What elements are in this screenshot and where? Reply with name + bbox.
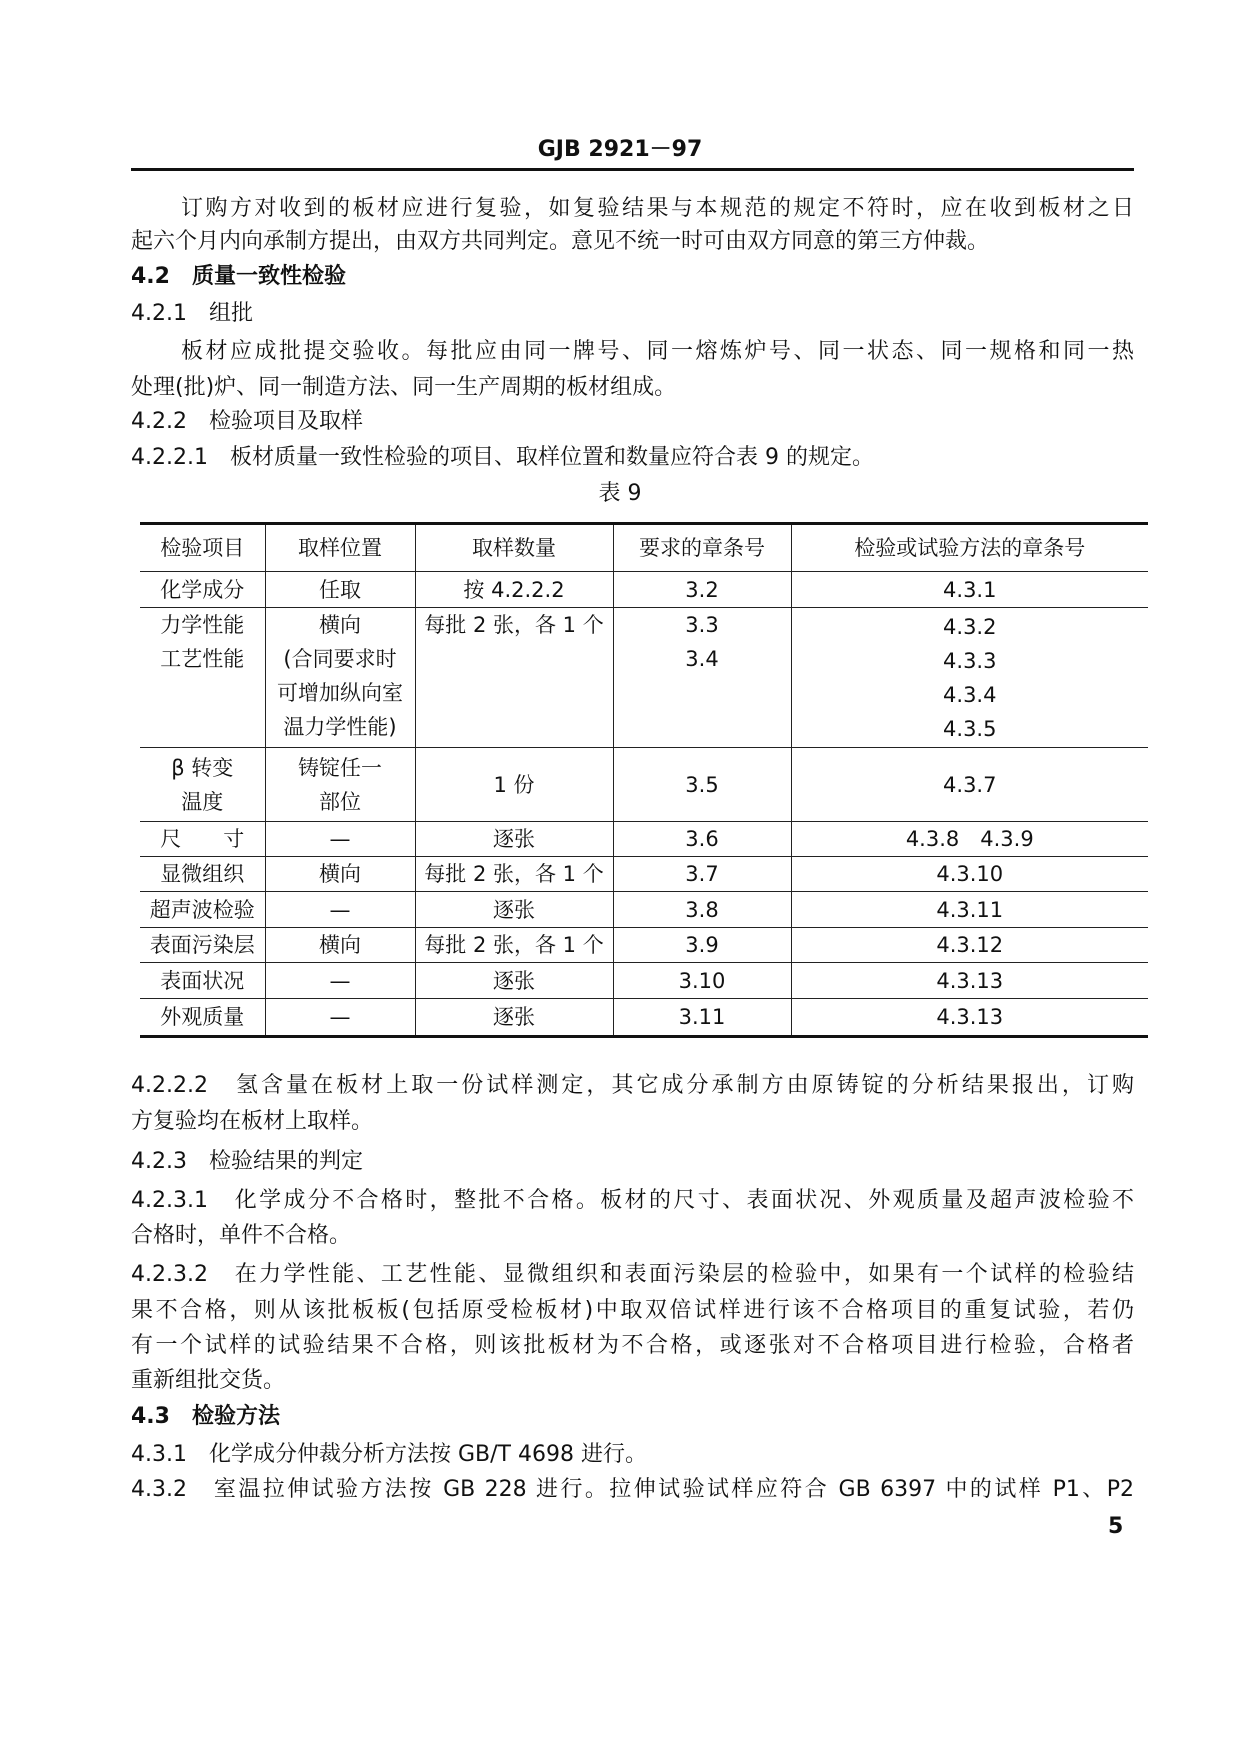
column-header: 检验项目 — [140, 524, 265, 572]
paragraph-line: 4.2.3.2 在力学性能、工艺性能、显微组织和表面污染层的检验中，如果有一个试样的检验结 — [131, 1262, 1134, 1287]
cell-line: — — [329, 1005, 351, 1029]
section-heading-4-2: 4.2 质量一致性检验 — [131, 264, 347, 289]
cell-line: 显微组织 — [160, 862, 245, 886]
paragraph-line: 合格时，单件不合格。 — [131, 1223, 352, 1248]
table-cell-pos — [265, 857, 415, 892]
table-cell-item — [140, 999, 265, 1037]
cell-line: 外观质量 — [160, 1005, 245, 1029]
cell-line: — — [329, 827, 351, 851]
document-code-header: GJB 2921－97 — [537, 137, 703, 162]
cell-line: β 转变 — [171, 755, 234, 780]
cell-line: 4.3.13 — [936, 968, 1004, 993]
table-cell-pos — [265, 963, 415, 999]
table-cell-qty: 1 份 — [415, 748, 613, 822]
cell-line: 4.3.10 — [936, 862, 1004, 886]
table-cell-method — [791, 963, 1148, 999]
paragraph-line: 订购方对收到的板材应进行复验，如复验结果与本规范的规定不符时，应在收到板材之日 — [181, 196, 1134, 221]
cell-line: 3.7 — [685, 862, 719, 886]
table-cell-method — [791, 857, 1148, 892]
table-cell-pos — [265, 748, 415, 822]
cell-line: 3.2 — [685, 577, 719, 602]
cell-line: 4.3.5 — [943, 716, 997, 741]
cell-line: (合同要求时 — [283, 647, 397, 671]
table-cell-qty: 每批 2 张，各 1 个 — [415, 857, 613, 892]
cell-line: 部位 — [319, 789, 361, 814]
table-row — [140, 857, 1148, 892]
inspection-table — [140, 522, 1148, 1038]
column-header: 取样位置 — [265, 524, 415, 572]
table-row — [140, 572, 1148, 608]
column-header: 检验或试验方法的章条号 — [791, 524, 1148, 572]
table-cell-req — [613, 822, 791, 857]
header-rule — [131, 168, 1134, 171]
table-row — [140, 822, 1148, 857]
paragraph-line: 果不合格，则从该批板板(包括原受检板材)中取双倍试样进行该不合格项目的重复试验，若仍 — [131, 1298, 1134, 1323]
table-cell-method — [791, 928, 1148, 963]
paragraph-line: 方复验均在板材上取样。 — [131, 1109, 374, 1134]
table-cell-qty: 按 4.2.2.2 — [415, 572, 613, 608]
cell-line: 4.3.3 — [943, 648, 997, 673]
table-row — [140, 928, 1148, 963]
table-cell-item — [140, 748, 265, 822]
table-cell-req — [613, 892, 791, 928]
cell-line: 3.5 — [685, 772, 719, 797]
cell-line: 横向 — [319, 862, 361, 886]
table-cell-method — [791, 608, 1148, 748]
cell-line: 4.3.1 — [943, 577, 997, 602]
cell-line: 3.9 — [685, 933, 719, 957]
table-caption: 表 9 — [598, 481, 642, 506]
cell-line: 3.8 — [685, 897, 719, 922]
cell-line: 4.3.2 — [943, 614, 997, 639]
table-cell-item — [140, 892, 265, 928]
table-cell-qty: 每批 2 张，各 1 个 — [415, 608, 613, 748]
table-cell-req — [613, 928, 791, 963]
table-cell-qty: 每批 2 张，各 1 个 — [415, 928, 613, 963]
table-row — [140, 748, 1148, 822]
cell-line: 表面污染层 — [149, 933, 255, 957]
column-header: 取样数量 — [415, 524, 613, 572]
paragraph-line: 起六个月内向承制方提出，由双方共同判定。意见不统一时可由双方同意的第三方仲裁。 — [131, 229, 990, 254]
table-cell-item — [140, 822, 265, 857]
cell-line: 工艺性能 — [160, 647, 245, 671]
table-cell-pos — [265, 572, 415, 608]
cell-line: 4.3.8 4.3.9 — [905, 827, 1034, 851]
cell-line: 温度 — [181, 789, 224, 814]
paragraph-line: 板材应成批提交验收。每批应由同一牌号、同一熔炼炉号、同一状态、同一规格和同一热 — [181, 339, 1134, 364]
section-heading-4-2-1: 4.2.1 组批 — [131, 301, 254, 326]
page-number: 5 — [1108, 1514, 1124, 1539]
cell-line: 横向 — [319, 613, 361, 637]
cell-line: 力学性能 — [160, 613, 245, 637]
table-cell-qty: 逐张 — [415, 999, 613, 1037]
table-cell-pos — [265, 892, 415, 928]
paragraph-line: 有一个试样的试验结果不合格，则该批板材为不合格，或逐张对不合格项目进行检验，合格者 — [131, 1333, 1134, 1358]
table-header-row — [140, 524, 1148, 572]
cell-line: — — [329, 968, 351, 993]
cell-line: 4.3.13 — [936, 1005, 1004, 1029]
table-cell-qty: 逐张 — [415, 963, 613, 999]
table-cell-pos — [265, 999, 415, 1037]
table-cell-pos — [265, 928, 415, 963]
table-cell-method — [791, 572, 1148, 608]
table-cell-req — [613, 748, 791, 822]
cell-line: 4.3.7 — [943, 772, 997, 797]
cell-line: 尺 寸 — [160, 827, 245, 851]
cell-line: 化学成分 — [160, 577, 245, 602]
table-cell-qty: 逐张 — [415, 892, 613, 928]
table-cell-method — [791, 748, 1148, 822]
table-cell-pos — [265, 608, 415, 748]
section-heading-4-3: 4.3 检验方法 — [131, 1404, 281, 1429]
section-4-3-1: 4.3.1 化学成分仲裁分析方法按 GB/T 4698 进行。 — [131, 1442, 647, 1467]
cell-line: 铸锭任一 — [298, 755, 382, 780]
cell-line: 温力学性能) — [283, 715, 397, 739]
cell-line: 3.11 — [678, 1005, 726, 1029]
cell-line: 3.3 — [685, 613, 719, 637]
cell-line: 4.3.12 — [936, 933, 1004, 957]
paragraph-line: 4.2.3.1 化学成分不合格时，整批不合格。板材的尺寸、表面状况、外观质量及超声波检验不 — [131, 1188, 1134, 1213]
table-cell-method — [791, 892, 1148, 928]
cell-line: — — [329, 897, 351, 922]
table-row — [140, 892, 1148, 928]
table-row — [140, 963, 1148, 999]
table-row — [140, 999, 1148, 1037]
section-heading-4-2-3: 4.2.3 检验结果的判定 — [131, 1149, 364, 1174]
paragraph-line: 重新组批交货。 — [131, 1368, 286, 1393]
table-cell-item — [140, 963, 265, 999]
section-heading-4-2-2: 4.2.2 检验项目及取样 — [131, 409, 364, 434]
cell-line: 任取 — [319, 577, 361, 602]
cell-line: 表面状况 — [160, 968, 245, 993]
table-cell-req — [613, 857, 791, 892]
cell-line: 4.3.4 — [943, 682, 997, 707]
paragraph-line: 4.2.2.2 氢含量在板材上取一份试样测定，其它成分承制方由原铸锭的分析结果报出，订购 — [131, 1073, 1134, 1098]
section-4-3-2: 4.3.2 室温拉伸试验方法按 GB 228 进行。拉伸试验试样应符合 GB 6397 中的试样 P1、P2 — [131, 1477, 1134, 1502]
cell-line: 超声波检验 — [149, 897, 255, 922]
table-cell-item — [140, 928, 265, 963]
table-cell-method — [791, 999, 1148, 1037]
table-cell-pos — [265, 822, 415, 857]
column-header: 要求的章条号 — [613, 524, 791, 572]
table-cell-item — [140, 572, 265, 608]
cell-line: 可增加纵向室 — [277, 681, 403, 705]
table-cell-qty: 逐张 — [415, 822, 613, 857]
table-cell-req — [613, 608, 791, 748]
table-cell-req — [613, 999, 791, 1037]
cell-line: 3.6 — [685, 827, 719, 851]
cell-line: 横向 — [319, 933, 361, 957]
cell-line: 3.10 — [678, 968, 726, 993]
cell-line: 4.3.11 — [936, 897, 1004, 922]
table-cell-method — [791, 822, 1148, 857]
section-heading-4-2-2-1: 4.2.2.1 板材质量一致性检验的项目、取样位置和数量应符合表 9 的规定。 — [131, 445, 874, 470]
table-cell-item — [140, 608, 265, 748]
table-cell-req — [613, 963, 791, 999]
table-cell-req — [613, 572, 791, 608]
cell-line: 3.4 — [685, 647, 719, 671]
table-cell-item — [140, 857, 265, 892]
paragraph-line: 处理(批)炉、同一制造方法、同一生产周期的板材组成。 — [131, 375, 677, 400]
table-row — [140, 608, 1148, 748]
